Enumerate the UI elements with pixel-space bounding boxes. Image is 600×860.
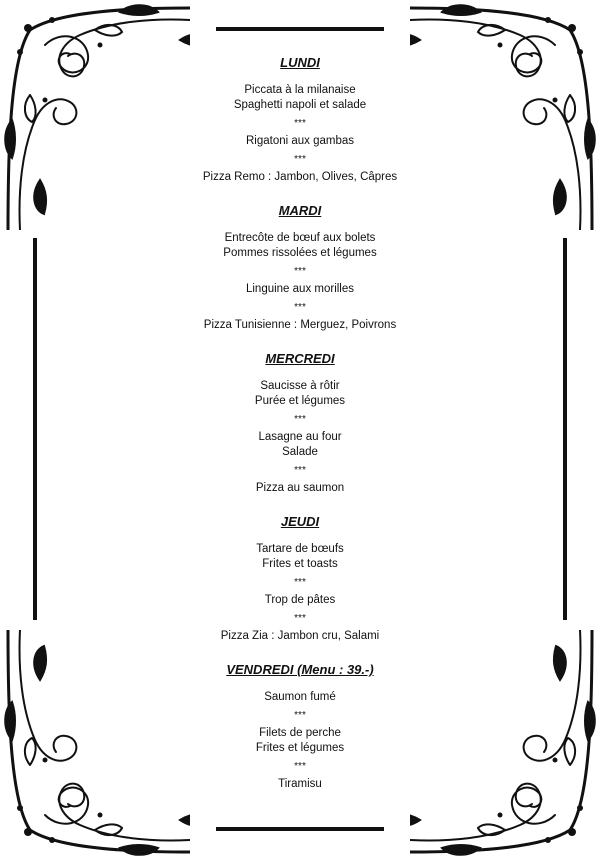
menu-item: Pizza Tunisienne : Merguez, Poivrons: [203, 319, 397, 331]
menu-item: Pizza Zia : Jambon cru, Salami: [220, 630, 380, 642]
course-separator: ***: [294, 613, 306, 624]
day-title: MERCREDI: [265, 351, 335, 366]
menu-item: Saumon fumé: [264, 691, 336, 703]
menu-day-section: [100, 661, 500, 792]
menu-item: Tiramisu: [278, 778, 322, 790]
menu-item: Saucisse à rôtir: [260, 380, 340, 392]
menu-item: Lasagne au four: [258, 431, 342, 443]
right-border-line: [563, 238, 567, 620]
menu-item: Linguine aux morilles: [245, 283, 355, 295]
course-separator: ***: [294, 710, 306, 721]
course-separator: ***: [294, 465, 306, 476]
left-border-line: [33, 238, 37, 620]
menu-day-section: [100, 54, 500, 198]
menu-item: Pommes rissolées et légumes: [223, 247, 377, 259]
menu-day-section: [100, 350, 500, 509]
menu-item: Filets de perche: [259, 727, 341, 739]
menu-item: Piccata à la milanaise: [244, 84, 356, 96]
day-title: VENDREDI (Menu : 39.-): [226, 662, 374, 677]
top-border-line: [216, 27, 384, 31]
menu-item: Entrecôte de bœuf aux bolets: [224, 232, 376, 244]
menu-item: Frites et légumes: [255, 742, 345, 754]
menu-item: Salade: [282, 446, 318, 458]
day-title: MARDI: [278, 203, 322, 218]
menu-item: Tartare de bœufs: [256, 543, 344, 555]
menu-day-section: [100, 202, 500, 346]
menu-item: Pizza au saumon: [255, 482, 345, 494]
day-title: JEUDI: [280, 514, 320, 529]
menu-item: Pizza Remo : Jambon, Olives, Câpres: [202, 171, 398, 183]
menu-item: Spaghetti napoli et salade: [233, 99, 367, 111]
menu-item: Rigatoni aux gambas: [245, 135, 355, 147]
course-separator: ***: [294, 154, 306, 165]
course-separator: ***: [294, 118, 306, 129]
course-separator: ***: [294, 761, 306, 772]
course-separator: ***: [294, 266, 306, 277]
course-separator: ***: [294, 302, 306, 313]
menu-item: Frites et toasts: [262, 558, 338, 570]
weekly-menu: [100, 50, 500, 792]
menu-item: Purée et légumes: [254, 395, 346, 407]
menu-day-section: [100, 513, 500, 657]
day-title: LUNDI: [280, 55, 320, 70]
course-separator: ***: [294, 414, 306, 425]
bottom-border-line: [216, 827, 384, 831]
course-separator: ***: [294, 577, 306, 588]
menu-item: Trop de pâtes: [264, 594, 336, 606]
